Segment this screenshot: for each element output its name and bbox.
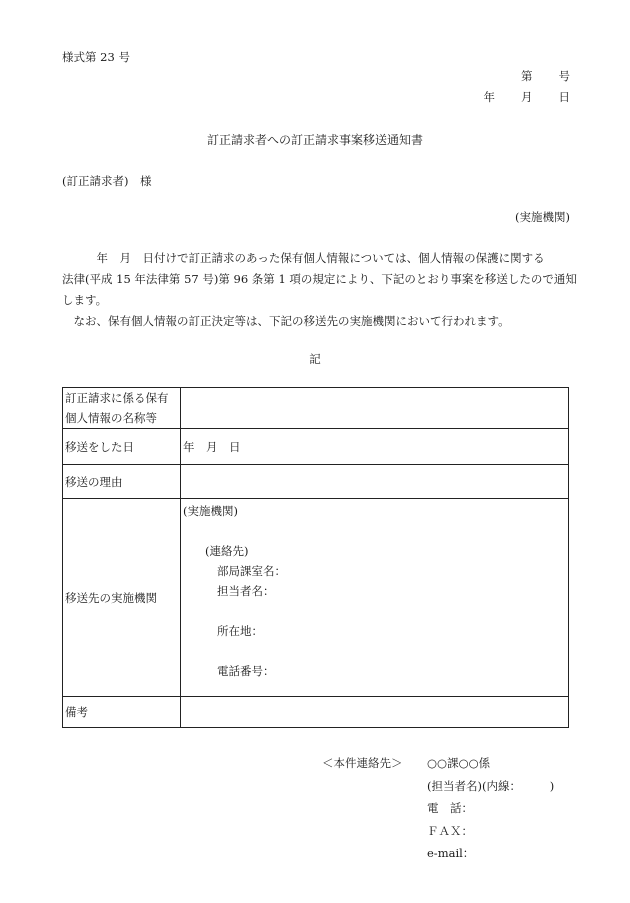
contact-person: (担当者名)(内線： ) [427, 778, 555, 793]
form-number: 様式第 23 号 [62, 50, 130, 64]
table-row-transfer-date [63, 429, 569, 465]
destination-phone: 電話番号： [217, 664, 275, 678]
contact-fax: ＦＡＸ： [427, 823, 473, 838]
destination-label: 移送先の実施機関 [63, 499, 181, 697]
table-row-transfer-reason [63, 465, 569, 499]
ki-heading: 記 [309, 352, 321, 366]
addressee: (訂正請求者) 様 [62, 174, 152, 188]
date-year: 年 [483, 90, 495, 104]
destination-contact-heading: (連絡先) [205, 544, 249, 558]
document-title: 訂正請求者への訂正請求事案移送通知書 [206, 133, 423, 147]
remarks-label: 備考 [63, 697, 181, 728]
date-day: 日 [558, 90, 570, 104]
remarks-value [181, 697, 569, 728]
table-row-info-name [63, 388, 569, 429]
contact-section: ○○課○○係 [427, 756, 491, 770]
info-name-label: 訂正請求に係る保有 個人情報の名称等 [63, 388, 181, 429]
date-month: 月 [521, 90, 533, 104]
number-kanji: 第 [521, 69, 533, 83]
destination-address: 所在地： [217, 624, 263, 638]
body-line-3: します。 [62, 293, 108, 307]
transfer-date-label: 移送をした日 [63, 429, 181, 465]
contact-email: e-mail： [427, 846, 475, 860]
transfer-date-value: 年 月 日 [181, 429, 569, 465]
body-paragraph-2: なお、保有個人情報の訂正決定等は、下記の移送先の実施機関において行われます。 [62, 314, 510, 328]
document-number [521, 69, 570, 85]
info-name-value [181, 388, 569, 429]
destination-value [181, 499, 569, 697]
body-text [62, 248, 577, 332]
contact-heading: ＜本件連絡先＞ [322, 756, 403, 770]
transfer-reason-label: 移送の理由 [63, 465, 181, 499]
issuer: (実施機関) [515, 210, 570, 224]
document-date [484, 90, 571, 106]
table-row-destination [63, 499, 569, 697]
destination-agency: (実施機関) [183, 504, 238, 518]
detail-table [62, 387, 569, 728]
number-suffix: 号 [558, 69, 570, 83]
body-line-2: 法律(平成 15 年法律第 57 号)第 96 条第 1 項の規定により、下記のとおり事案を移送したので通知 [62, 272, 577, 286]
destination-department: 部局課室名： [217, 564, 286, 578]
table-row-remarks [63, 697, 569, 728]
destination-person: 担当者名： [217, 584, 275, 598]
contact-phone: 電 話： [427, 801, 473, 815]
transfer-reason-value [181, 465, 569, 499]
body-line-1: 年 月 日付けで訂正請求のあった保有個人情報については、個人情報の保護に関する [62, 251, 545, 265]
